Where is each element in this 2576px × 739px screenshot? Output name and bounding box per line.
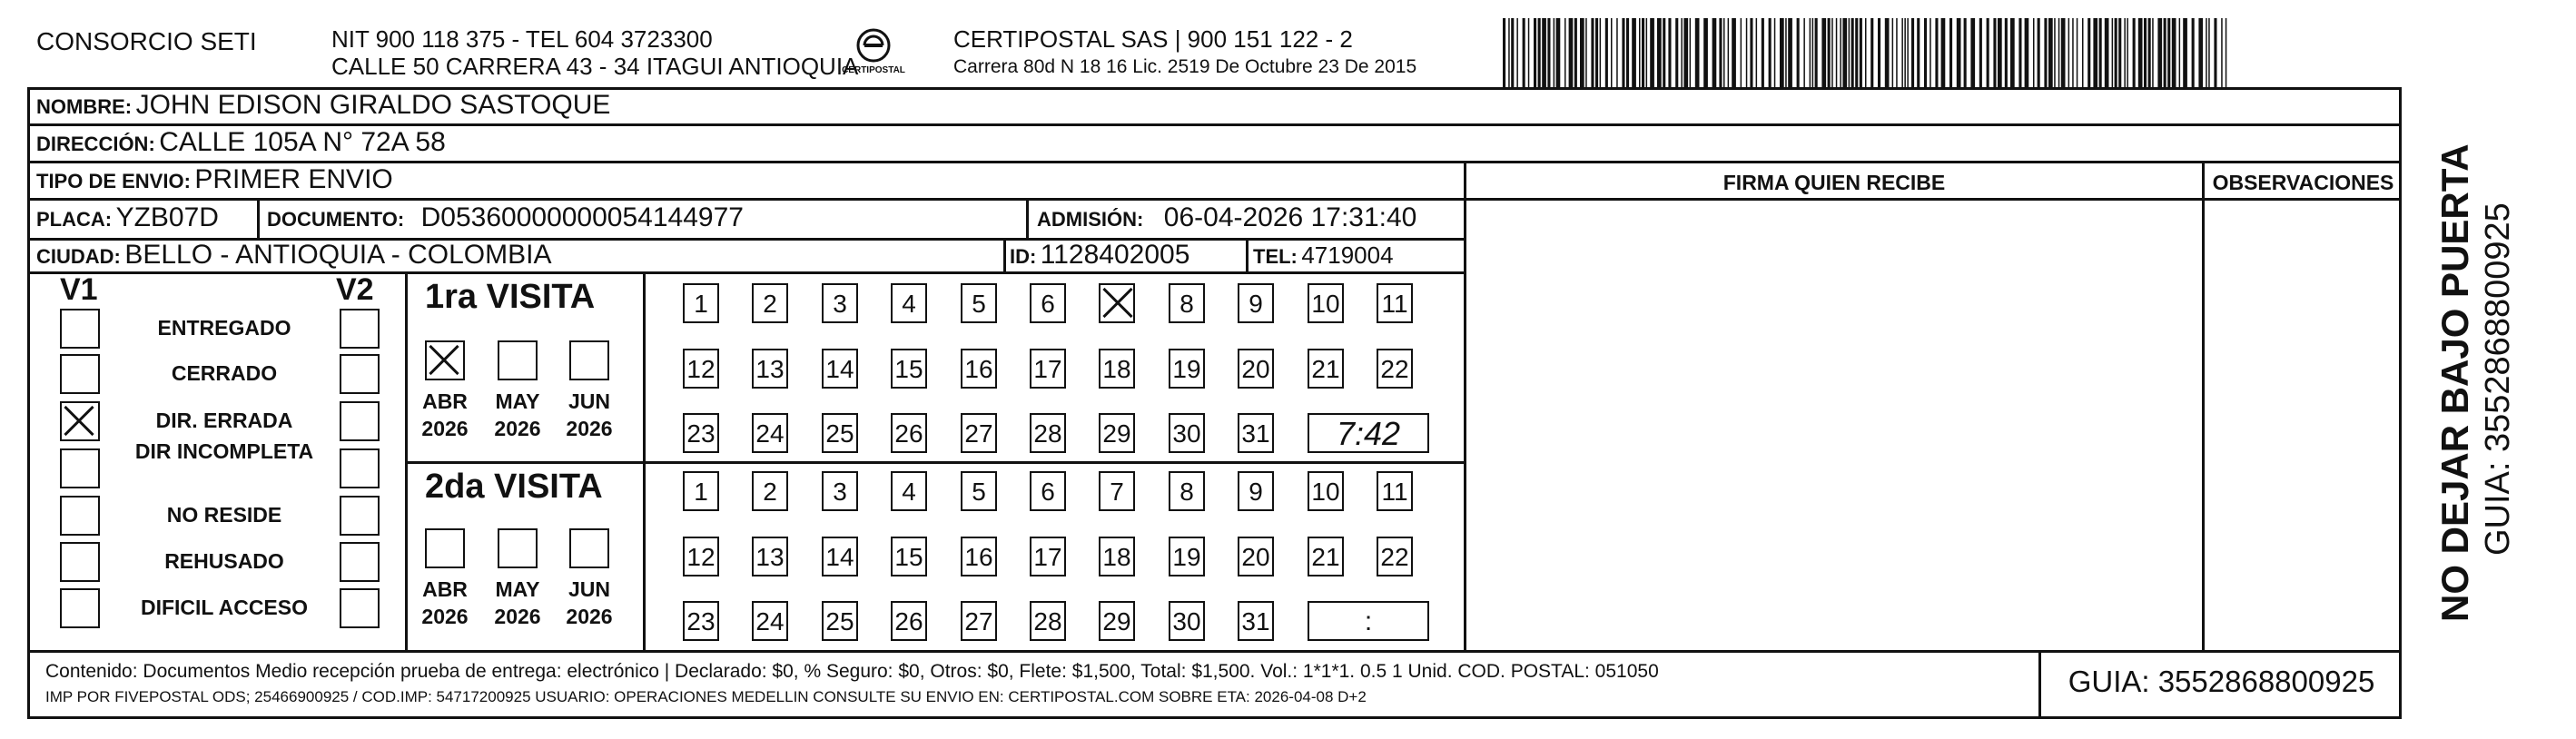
visit1-day-box[interactable]: 30: [1169, 413, 1205, 453]
v2-checkbox-6[interactable]: [340, 588, 380, 628]
barcode-bar: [1855, 18, 1858, 87]
barcode-bar: [2179, 18, 2181, 87]
contenido-line: Contenido: Documentos Medio recepción prueba de entrega: electrónico | Declarado: $0, % Seguro: $0, Otros: $0, Flete: $1,500, Total: $1,500. Vol.: 1*1*1. 0.5 1 Unid. COD. POSTAL: 051050: [45, 661, 1659, 682]
visit1-day-box[interactable]: 21: [1308, 349, 1344, 389]
tel-row: [1253, 241, 1394, 270]
certipostal-line: CERTIPOSTAL SAS | 900 151 122 - 2: [953, 25, 1353, 53]
barcode-bar: [1681, 18, 1683, 87]
barcode-bar: [1585, 18, 1587, 87]
barcode-bar: [1534, 18, 1536, 87]
visit1-day-box[interactable]: 14: [822, 349, 858, 389]
barcode-bar: [1810, 18, 1811, 87]
visit2-year-label: 2026: [566, 605, 613, 628]
visit1-day-box[interactable]: 19: [1169, 349, 1205, 389]
barcode-bar: [1675, 18, 1678, 87]
barcode-bar: [1695, 18, 1700, 87]
barcode-bar: [2093, 18, 2097, 87]
visit2-day-box[interactable]: 5: [961, 471, 997, 511]
barcode-bar: [2112, 18, 2114, 87]
visit1-month-checkbox-0[interactable]: [425, 340, 465, 380]
logo-text: CERTIPOSTAL: [842, 65, 905, 75]
ciudad-row: [36, 240, 551, 271]
barcode-bar: [1523, 18, 1525, 87]
barcode-bar: [2077, 18, 2078, 87]
barcode-bar: [1924, 18, 1927, 87]
barcode-bar: [1746, 18, 1748, 87]
documento-value: D05360000000054144977: [420, 202, 744, 232]
barcode-bar: [1930, 18, 1931, 87]
visit1-day-box[interactable]: 23: [683, 413, 719, 453]
barcode-bar: [2226, 18, 2227, 87]
barcode-bar: [1703, 18, 1708, 87]
visit1-month-label: MAY: [495, 389, 540, 413]
barcode-bar: [1878, 18, 1880, 87]
status-label: CERRADO: [171, 361, 278, 385]
visit1-year-label: 2026: [421, 417, 469, 440]
v1-checkbox-3[interactable]: [60, 448, 100, 488]
barcode-bar: [2172, 18, 2176, 87]
visit1-month-label: JUN: [568, 389, 610, 413]
visit1-day-box[interactable]: 22: [1377, 349, 1413, 389]
barcode-bar: [1605, 18, 1608, 87]
barcode-bar: [1769, 18, 1772, 87]
id-label: ID:: [1010, 245, 1037, 268]
visit2-day-box[interactable]: 18: [1099, 537, 1135, 576]
visit1-day-box[interactable]: 4: [891, 283, 927, 323]
barcode-bar: [2214, 18, 2216, 87]
visit1-day-box[interactable]: 1: [683, 283, 719, 323]
barcode-bar: [1785, 18, 1787, 87]
visit2-day-box[interactable]: 26: [891, 601, 927, 641]
visit1-title: 1ra VISITA: [425, 278, 596, 316]
visit2-day-box[interactable]: 25: [822, 601, 858, 641]
company-name: CONSORCIO SETI: [36, 27, 257, 55]
barcode-bar: [1979, 18, 1982, 87]
visit1-day-box[interactable]: 24: [752, 413, 788, 453]
v1-checkbox-0[interactable]: [60, 309, 100, 349]
visit2-year-label: 2026: [494, 605, 541, 628]
status-label: NO RESIDE: [166, 503, 282, 527]
barcode-bar: [2192, 18, 2195, 87]
barcode-bar: [1547, 18, 1550, 87]
visit1-day-box[interactable]: 10: [1308, 283, 1344, 323]
visit2-day-box[interactable]: 20: [1238, 537, 1274, 576]
visit2-day-box[interactable]: 6: [1030, 471, 1066, 511]
barcode-bar: [1503, 18, 1505, 87]
visit2-day-box[interactable]: 19: [1169, 537, 1205, 576]
visit1-year-label: 2026: [566, 417, 613, 440]
visit2-day-box[interactable]: 2: [752, 471, 788, 511]
visit2-day-box[interactable]: 3: [822, 471, 858, 511]
barcode-bar: [1780, 18, 1784, 87]
barcode-bar: [2164, 18, 2166, 87]
admision-value: 06-04-2026 17:31:40: [1163, 202, 1417, 232]
status-label: DIR. ERRADA: [155, 409, 293, 432]
visit1-day-box[interactable]: 17: [1030, 349, 1066, 389]
visit1-day-box[interactable]: [1099, 283, 1135, 323]
barcode-bar: [2018, 18, 2021, 87]
visit2-month-checkbox-1[interactable]: [498, 528, 538, 568]
barcode-bar: [1821, 18, 1826, 87]
guia-box-value: GUIA: 3552868800925: [2068, 665, 2375, 698]
visit1-day-box[interactable]: 2: [752, 283, 788, 323]
visit2-time-box[interactable]: :: [1308, 601, 1429, 641]
visit1-day-box[interactable]: 12: [683, 349, 719, 389]
v1-checkbox-5[interactable]: [60, 542, 100, 582]
direccion-label: DIRECCIÓN:: [36, 133, 155, 155]
barcode-bar: [1828, 18, 1831, 87]
v1-checkbox-2[interactable]: [60, 401, 100, 441]
visit2-day-box[interactable]: 15: [891, 537, 927, 576]
placa-row: [36, 202, 219, 233]
barcode-bar: [1650, 18, 1654, 87]
visit1-day-box[interactable]: 29: [1099, 413, 1135, 453]
barcode-bar: [1831, 18, 1833, 87]
visit2-month-label: JUN: [568, 577, 610, 601]
barcode-bar: [2183, 18, 2187, 87]
v2-label: V2: [336, 272, 374, 307]
v2-checkbox-5[interactable]: [340, 542, 380, 582]
barcode-bar: [1896, 18, 1898, 87]
visit1-day-box[interactable]: 13: [752, 349, 788, 389]
direccion-value: CALLE 105A N° 72A 58: [159, 127, 446, 157]
status-label: DIR INCOMPLETA: [134, 439, 314, 463]
visit2-day-box[interactable]: 16: [961, 537, 997, 576]
v2-checkbox-1[interactable]: [340, 354, 380, 394]
visit2-day-box[interactable]: 10: [1308, 471, 1344, 511]
barcode-bar: [1970, 18, 1975, 87]
visit2-month-label: MAY: [495, 577, 540, 601]
visit2-day-box[interactable]: 7: [1099, 471, 1135, 511]
barcode-bar: [1632, 18, 1636, 87]
visit1-day-box[interactable]: 20: [1238, 349, 1274, 389]
barcode-bar: [2048, 18, 2053, 87]
status-label: ENTREGADO: [157, 316, 291, 340]
barcode-bar: [2133, 18, 2136, 87]
nombre-row: [36, 90, 610, 121]
nombre-label: NOMBRE:: [36, 95, 133, 118]
barcode-bar: [1591, 18, 1594, 87]
no-dejar-warning: NO DEJAR BAJO PUERTA: [2433, 143, 2476, 622]
barcode-bar: [2167, 18, 2170, 87]
visit1-day-box[interactable]: 5: [961, 283, 997, 323]
nombre-value: JOHN EDISON GIRALDO SASTOQUE: [135, 90, 611, 120]
visit1-month-checkbox-2[interactable]: [569, 340, 609, 380]
v2-checkbox-4[interactable]: [340, 496, 380, 536]
barcode-bar: [2058, 18, 2060, 87]
direccion-row: [36, 127, 446, 158]
visit2-day-box[interactable]: 9: [1238, 471, 1274, 511]
barcode-bar: [1993, 18, 1996, 87]
v2-checkbox-3[interactable]: [340, 448, 380, 488]
barcode-bar: [2033, 18, 2035, 87]
barcode-bar: [2044, 18, 2047, 87]
barcode-bar: [1949, 18, 1952, 87]
tel-value: 4719004: [1301, 241, 1394, 269]
tel-label: TEL:: [1253, 245, 1298, 268]
visit1-day-box[interactable]: 26: [891, 413, 927, 453]
barcode-bar: [1803, 18, 1805, 87]
documento-label: DOCUMENTO:: [267, 208, 405, 231]
visit2-day-box[interactable]: 12: [683, 537, 719, 576]
barcode-bar: [2054, 18, 2056, 87]
barcode-bar: [1836, 18, 1838, 87]
visit1-day-box[interactable]: 31: [1238, 413, 1274, 453]
barcode-bar: [1542, 18, 1546, 87]
barcode-bar: [1611, 18, 1613, 87]
barcode-bar: [1870, 18, 1873, 87]
visit2-day-box[interactable]: 1: [683, 471, 719, 511]
barcode-bar: [1762, 18, 1764, 87]
barcode-bar: [2148, 18, 2151, 87]
visit2-day-box[interactable]: 4: [891, 471, 927, 511]
visit1-day-box[interactable]: 28: [1030, 413, 1066, 453]
visit2-day-box[interactable]: 31: [1238, 601, 1274, 641]
visit2-day-box[interactable]: 14: [822, 537, 858, 576]
observaciones-header: OBSERVACIONES: [2212, 171, 2394, 194]
barcode-bar: [2082, 18, 2084, 87]
barcode-bar: [1580, 18, 1584, 87]
barcode-bar: [1538, 18, 1541, 87]
barcode: [1503, 18, 2229, 87]
barcode-bar: [1907, 18, 1909, 87]
visit2-day-box[interactable]: 13: [752, 537, 788, 576]
barcode-bar: [1842, 18, 1847, 87]
visit2-year-label: 2026: [421, 605, 469, 628]
barcode-bar: [2072, 18, 2074, 87]
barcode-bar: [1511, 18, 1514, 87]
barcode-bar: [2061, 18, 2066, 87]
id-row: [1010, 240, 1189, 271]
barcode-bar: [1600, 18, 1602, 87]
barcode-bar: [1719, 18, 1722, 87]
visit1-day-box[interactable]: 15: [891, 349, 927, 389]
barcode-bar: [1732, 18, 1736, 87]
side-guia: GUIA: 3552868800925: [2479, 202, 2517, 556]
barcode-bar: [2152, 18, 2154, 87]
barcode-bar: [1987, 18, 1989, 87]
barcode-bar: [1668, 18, 1671, 87]
tipo-label: TIPO DE ENVIO:: [36, 170, 191, 192]
barcode-bar: [1885, 18, 1890, 87]
visit2-day-box[interactable]: 29: [1099, 601, 1135, 641]
status-label: REHUSADO: [164, 549, 284, 573]
barcode-bar: [1815, 18, 1818, 87]
barcode-bar: [1774, 18, 1776, 87]
placa-value: YZB07D: [115, 202, 219, 232]
tipo-value: PRIMER ENVIO: [194, 164, 393, 194]
visit1-day-box[interactable]: 25: [822, 413, 858, 453]
firma-header: FIRMA QUIEN RECIBE: [1722, 171, 1946, 194]
barcode-bar: [1840, 18, 1841, 87]
ciudad-label: CIUDAD:: [36, 245, 121, 268]
visit2-day-box[interactable]: 28: [1030, 601, 1066, 641]
barcode-bar: [1508, 18, 1510, 87]
barcode-bar: [1569, 18, 1574, 87]
barcode-bar: [1556, 18, 1561, 87]
barcode-bar: [2068, 18, 2070, 87]
barcode-bar: [1595, 18, 1598, 87]
barcode-bar: [1646, 18, 1648, 87]
address-line: CALLE 50 CARRERA 43 - 34 ITAGUI ANTIOQUIA: [331, 53, 859, 80]
barcode-bar: [1892, 18, 1894, 87]
barcode-bar: [1941, 18, 1946, 87]
barcode-bar: [2005, 18, 2008, 87]
visit2-day-box[interactable]: 27: [961, 601, 997, 641]
tipo-row: [36, 164, 393, 195]
barcode-bar: [1564, 18, 1566, 87]
visit1-day-box[interactable]: 16: [961, 349, 997, 389]
barcode-bar: [1690, 18, 1692, 87]
ciudad-value: BELLO - ANTIOQUIA - COLOMBIA: [124, 240, 552, 270]
barcode-bar: [1957, 18, 1961, 87]
barcode-bar: [1683, 18, 1688, 87]
barcode-bar: [1657, 18, 1662, 87]
visit1-day-box[interactable]: 3: [822, 283, 858, 323]
barcode-bar: [1964, 18, 1967, 87]
barcode-bar: [2010, 18, 2015, 87]
visit1-day-box[interactable]: 6: [1030, 283, 1066, 323]
barcode-bar: [1904, 18, 1906, 87]
barcode-bar: [2087, 18, 2090, 87]
barcode-bar: [1626, 18, 1629, 87]
visit1-day-box[interactable]: 18: [1099, 349, 1135, 389]
placa-label: PLACA:: [36, 208, 113, 231]
certipostal-logo: [837, 25, 910, 80]
v1-checkbox-6[interactable]: [60, 588, 100, 628]
barcode-bar: [2206, 18, 2207, 87]
v1-checkbox-4[interactable]: [60, 496, 100, 536]
v1-checkbox-1[interactable]: [60, 354, 100, 394]
barcode-bar: [1642, 18, 1644, 87]
visit1-day-box[interactable]: 11: [1377, 283, 1413, 323]
visit2-day-box[interactable]: 30: [1169, 601, 1205, 641]
admision-label: ADMISIÓN:: [1037, 208, 1144, 231]
barcode-bar: [1935, 18, 1938, 87]
v2-checkbox-2[interactable]: [340, 401, 380, 441]
visit1-month-label: ABR: [422, 389, 468, 413]
barcode-bar: [1756, 18, 1758, 87]
barcode-bar: [1901, 18, 1903, 87]
visit2-title: 2da VISITA: [425, 468, 603, 506]
barcode-bar: [1554, 18, 1555, 87]
visit2-month-label: ABR: [422, 577, 468, 601]
barcode-bar: [2099, 18, 2102, 87]
barcode-bar: [1622, 18, 1624, 87]
license-line: Carrera 80d N 18 16 Lic. 2519 De Octubre 23 De 2015: [953, 56, 1417, 77]
v1-label: V1: [60, 272, 98, 307]
barcode-bar: [1741, 18, 1742, 87]
visit1-day-box[interactable]: 9: [1238, 283, 1274, 323]
barcode-bar: [2127, 18, 2128, 87]
v2-checkbox-0[interactable]: [340, 309, 380, 349]
barcode-bar: [1516, 18, 1518, 87]
imp-line: IMP POR FIVEPOSTAL ODS; 25466900925 / COD.IMP: 54717200925 USUARIO: OPERACIONES MEDELLIN CONSULTE SU ENVIO EN: CERTIPOSTAL.COM SOBRE ETA: 2026-04-08 D+2: [45, 688, 1367, 705]
barcode-bar: [2025, 18, 2029, 87]
barcode-bar: [1851, 18, 1854, 87]
barcode-bar: [1663, 18, 1665, 87]
barcode-bar: [2198, 18, 2203, 87]
barcode-bar: [2208, 18, 2210, 87]
barcode-bar: [2221, 18, 2223, 87]
barcode-bar: [1865, 18, 1867, 87]
barcode-bar: [1528, 18, 1530, 87]
visit2-day-box[interactable]: 24: [752, 601, 788, 641]
barcode-bar: [2038, 18, 2040, 87]
nit-line: NIT 900 118 375 - TEL 604 3723300: [331, 25, 713, 53]
visit2-day-box[interactable]: 8: [1169, 471, 1205, 511]
barcode-bar: [1639, 18, 1641, 87]
visit1-year-label: 2026: [494, 417, 541, 440]
documento-row: [267, 202, 744, 233]
barcode-bar: [1750, 18, 1752, 87]
barcode-bar: [1723, 18, 1725, 87]
visit2-day-box[interactable]: 22: [1377, 537, 1413, 576]
barcode-bar: [2105, 18, 2109, 87]
barcode-bar: [2138, 18, 2143, 87]
barcode-bar: [1998, 18, 2002, 87]
barcode-bar: [1849, 18, 1851, 87]
barcode-bar: [1917, 18, 1920, 87]
barcode-bar: [1797, 18, 1800, 87]
id-value: 1128402005: [1040, 240, 1190, 270]
admision-row: [1037, 202, 1416, 233]
barcode-bar: [1911, 18, 1914, 87]
visit2-day-box[interactable]: 11: [1377, 471, 1413, 511]
visit2-day-box[interactable]: 21: [1308, 537, 1344, 576]
barcode-bar: [1860, 18, 1862, 87]
visit1-day-box[interactable]: 27: [961, 413, 997, 453]
barcode-bar: [2118, 18, 2121, 87]
barcode-bar: [1728, 18, 1730, 87]
barcode-bar: [1712, 18, 1717, 87]
barcode-bar: [2115, 18, 2117, 87]
barcode-bar: [2157, 18, 2162, 87]
barcode-bar: [2124, 18, 2126, 87]
visit2-day-box[interactable]: 23: [683, 601, 719, 641]
visit2-month-checkbox-0[interactable]: [425, 528, 465, 568]
barcode-bar: [1616, 18, 1618, 87]
barcode-bar: [1574, 18, 1577, 87]
visit2-day-box[interactable]: 17: [1030, 537, 1066, 576]
barcode-bar: [1788, 18, 1792, 87]
barcode-bar: [2144, 18, 2147, 87]
visit2-month-checkbox-2[interactable]: [569, 528, 609, 568]
visit1-time-box[interactable]: 7:42: [1308, 413, 1429, 453]
barcode-bar: [1812, 18, 1814, 87]
status-label: DIFICIL ACCESO: [140, 596, 308, 619]
visit1-month-checkbox-1[interactable]: [498, 340, 538, 380]
visit1-day-box[interactable]: 8: [1169, 283, 1205, 323]
